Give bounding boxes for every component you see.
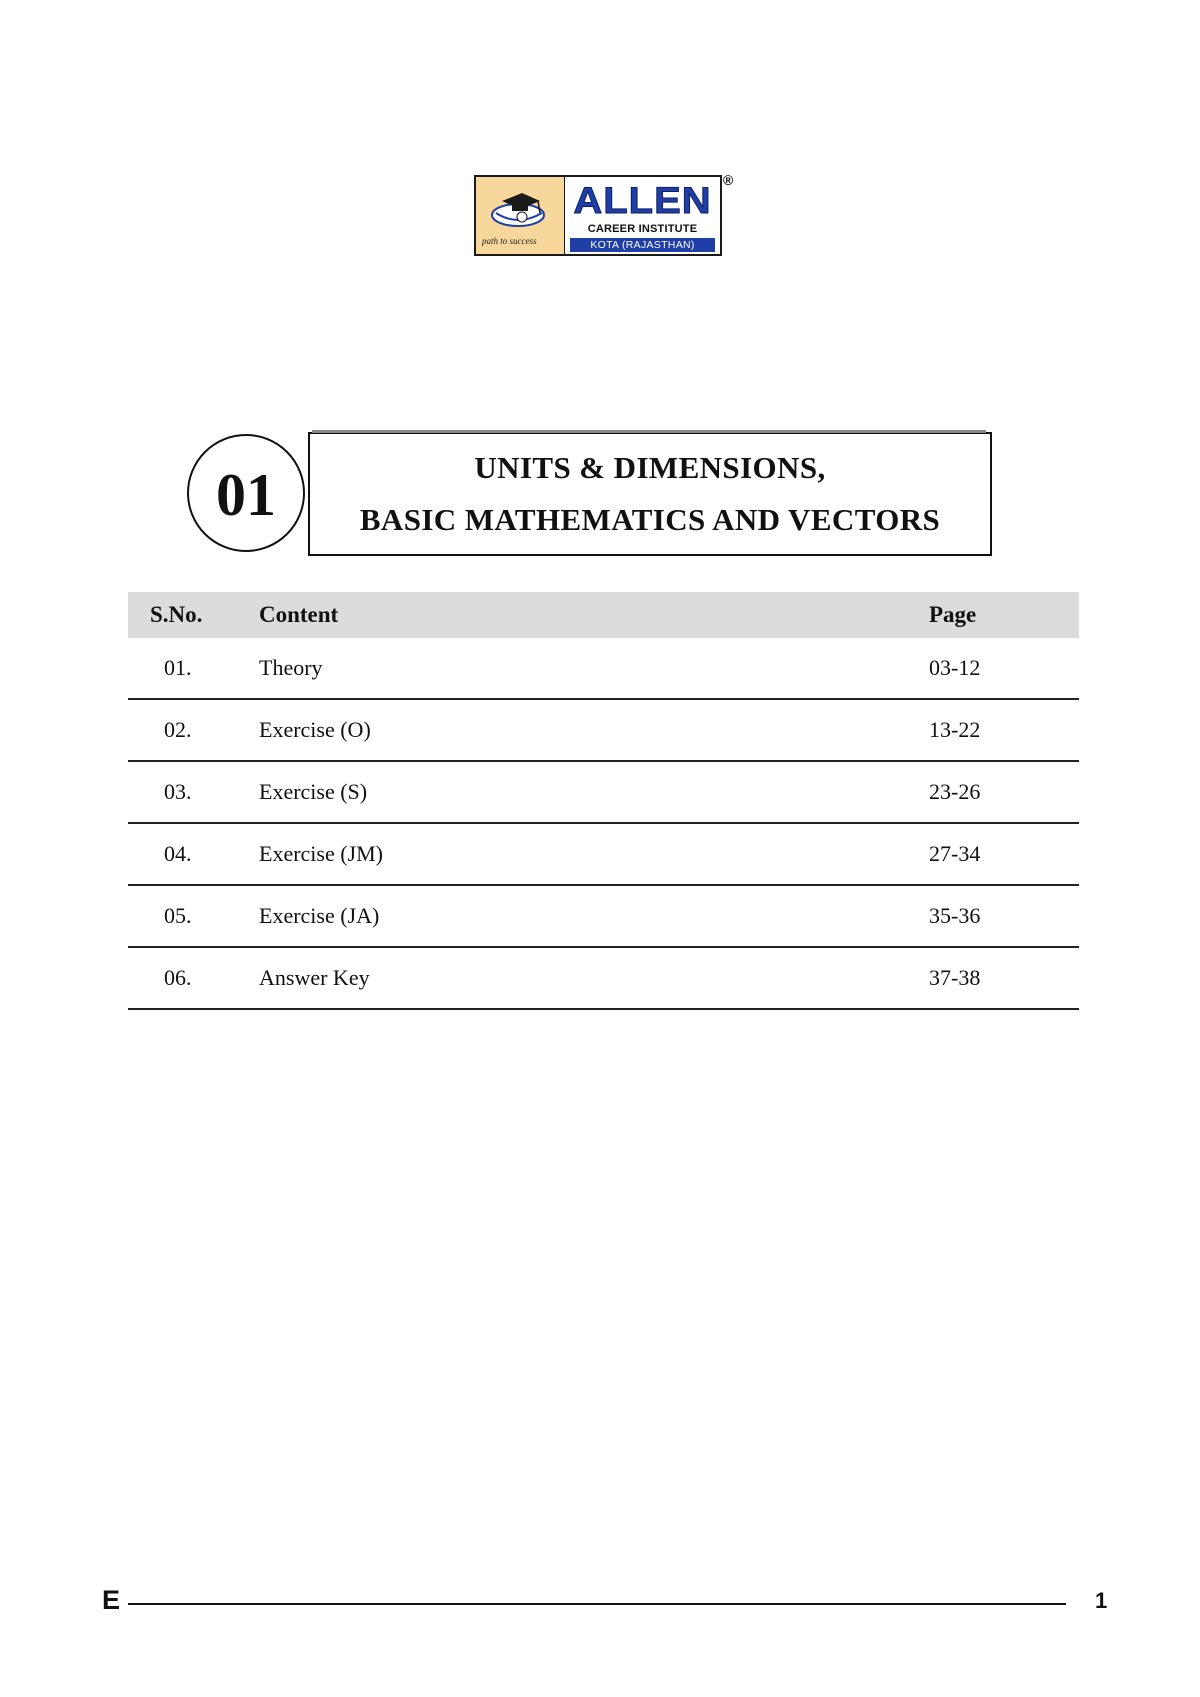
row-sno: 06. (128, 947, 259, 1009)
table-row (128, 638, 1079, 699)
contents-header-row (128, 592, 1079, 638)
chapter-number-badge (187, 434, 305, 552)
chapter-number: 01 (216, 461, 276, 528)
row-content: Theory (259, 638, 929, 699)
footer-page-number: 1 (1095, 1588, 1108, 1613)
row-sno: 03. (128, 761, 259, 823)
row-page: 37-38 (929, 947, 1079, 1009)
row-sno: 04. (128, 823, 259, 885)
logo-location: KOTA (RAJASTHAN) (570, 238, 715, 252)
row-content: Exercise (S) (259, 761, 929, 823)
chapter-title-box (308, 432, 992, 556)
header-content: Content (259, 592, 929, 638)
logo-brand: ALLEN (573, 180, 712, 222)
row-page: 13-22 (929, 699, 1079, 761)
row-page: 35-36 (929, 885, 1079, 947)
table-row (128, 823, 1079, 885)
header-sno: S.No. (128, 592, 259, 638)
logo-text-panel (565, 177, 720, 254)
row-content: Exercise (O) (259, 699, 929, 761)
row-page: 27-34 (929, 823, 1079, 885)
contents-table (128, 592, 1079, 1010)
table-row (128, 761, 1079, 823)
graduate-cap-icon (488, 187, 550, 231)
table-row (128, 699, 1079, 761)
logo-tagline: path to success (482, 236, 537, 246)
table-row (128, 885, 1079, 947)
footer-rule (128, 1603, 1066, 1605)
row-sno: 01. (128, 638, 259, 699)
logo-subtitle: CAREER INSTITUTE (587, 223, 698, 235)
registered-mark: ® (723, 172, 734, 188)
table-row (128, 947, 1079, 1009)
row-content: Answer Key (259, 947, 929, 1009)
footer-edition-letter: E (102, 1585, 121, 1615)
row-page: 23-26 (929, 761, 1079, 823)
row-content: Exercise (JA) (259, 885, 929, 947)
chapter-title-line-1: UNITS & DIMENSIONS, (474, 450, 826, 485)
header-page: Page (929, 592, 1079, 638)
row-content: Exercise (JM) (259, 823, 929, 885)
row-page: 03-12 (929, 638, 1079, 699)
row-sno: 02. (128, 699, 259, 761)
logo-emblem-panel (476, 177, 565, 254)
chapter-title-line-2: BASIC MATHEMATICS AND VECTORS (359, 502, 941, 537)
institute-logo (474, 175, 722, 256)
row-sno: 05. (128, 885, 259, 947)
